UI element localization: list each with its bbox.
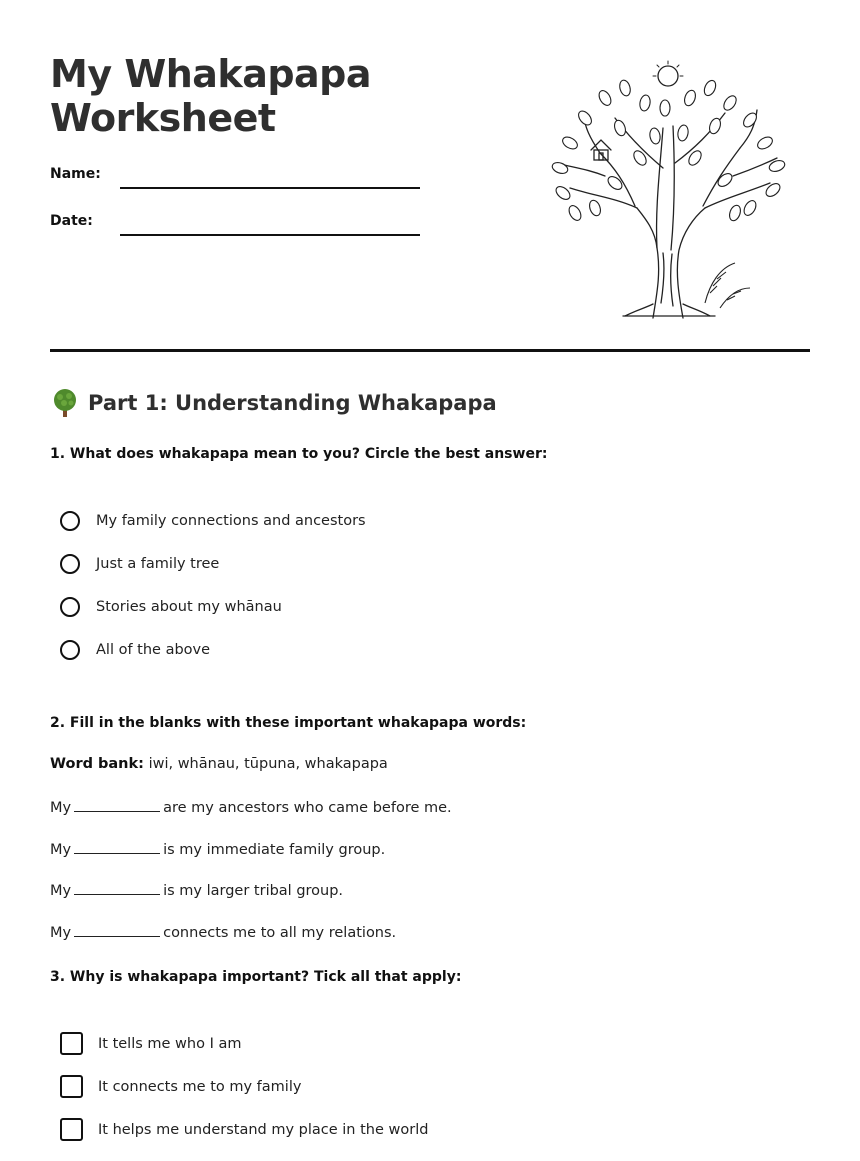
q1-option-2[interactable] [60,554,219,574]
section-divider [50,349,810,352]
sentence-prefix: My [50,800,72,816]
part1-title: Part 1: Understanding Whakapapa [88,391,497,415]
date-label: Date: [50,213,93,229]
sentence-suffix: is my immediate family group. [163,842,386,858]
question-3: 3. Why is whakapapa important? Tick all that apply: [50,969,462,985]
part1-heading [50,388,497,418]
option-label: Stories about my whānau [96,599,282,615]
tree-illustration-icon [545,58,790,320]
title-line-1: My Whakapapa [50,52,372,96]
blank-field[interactable] [74,839,160,854]
word-bank-label: Word bank: [50,756,144,772]
blank-field[interactable] [74,797,160,812]
sentence-prefix: My [50,883,72,899]
checkbox[interactable] [60,1032,83,1055]
fill-blank-sentence [50,839,385,858]
name-label: Name: [50,166,101,182]
blank-field[interactable] [74,880,160,895]
checkbox[interactable] [60,1118,83,1141]
checkbox[interactable] [60,1075,83,1098]
q1-option-1[interactable] [60,511,366,531]
radio-circle[interactable] [60,597,80,617]
option-label: It helps me understand my place in the world [98,1121,429,1138]
radio-circle[interactable] [60,554,80,574]
word-bank-words: iwi, whānau, tūpuna, whakapapa [148,756,388,772]
sentence-suffix: is my larger tribal group. [163,883,344,899]
date-field[interactable] [120,234,420,236]
sentence-prefix: My [50,925,72,941]
blank-field[interactable] [74,922,160,937]
page-title [50,52,371,140]
option-label: It connects me to my family [98,1078,302,1095]
option-label: All of the above [96,642,211,658]
q3-option-3[interactable] [60,1118,428,1141]
sentence-prefix: My [50,842,72,858]
fill-blank-sentence [50,797,452,816]
radio-circle[interactable] [60,511,80,531]
deciduous-tree-emoji-icon [50,388,80,418]
q1-option-4[interactable] [60,640,210,660]
sentence-suffix: are my ancestors who came before me. [163,800,452,816]
title-line-2: Worksheet [50,96,276,140]
radio-circle[interactable] [60,640,80,660]
name-field[interactable] [120,187,420,189]
question-1: 1. What does whakapapa mean to you? Circle the best answer: [50,446,548,462]
word-bank [50,756,388,772]
option-label: It tells me who I am [98,1035,242,1052]
q1-option-3[interactable] [60,597,282,617]
fill-blank-sentence [50,922,396,941]
option-label: My family connections and ancestors [96,513,366,529]
option-label: Just a family tree [96,556,220,572]
q3-option-2[interactable] [60,1075,301,1098]
q3-option-1[interactable] [60,1032,241,1055]
sentence-suffix: connects me to all my relations. [163,925,397,941]
question-2: 2. Fill in the blanks with these important whakapapa words: [50,715,527,731]
fill-blank-sentence [50,880,343,899]
